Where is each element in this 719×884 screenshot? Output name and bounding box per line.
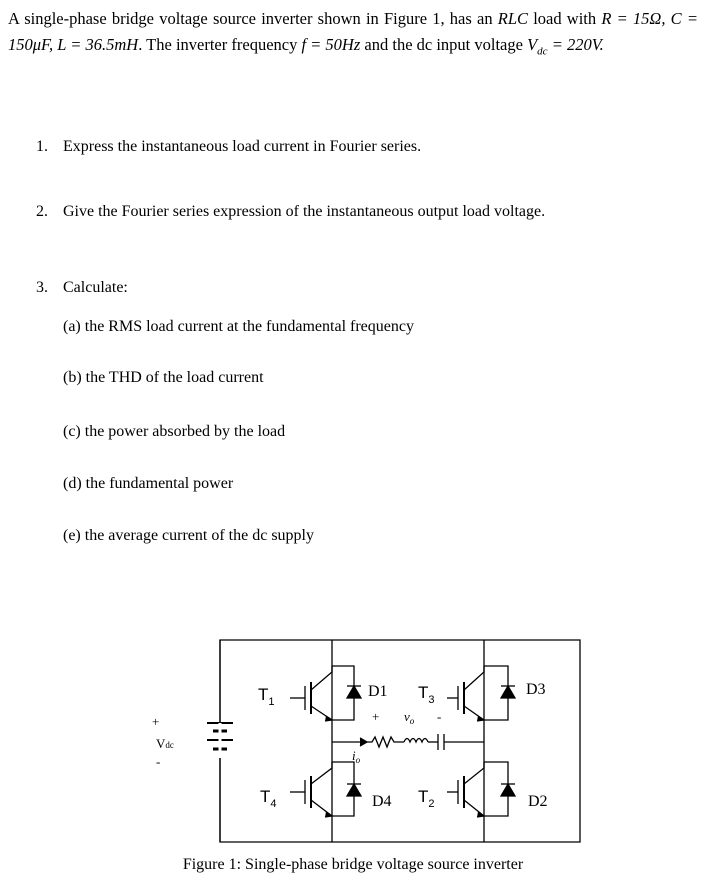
inverter-circuit-diagram (0, 620, 719, 850)
intro-text-1: A single-phase bridge voltage source inverter shown in Figure 1, has an (8, 9, 498, 28)
label-io: $i_o$ (352, 748, 361, 765)
r-equation: R = (601, 9, 628, 28)
transistor-t4-icon (290, 762, 361, 817)
question-text: Give the Fourier series expression of the instantaneous output load voltage. (63, 203, 546, 220)
problem-statement (8, 6, 698, 64)
subquestion-d: (d) the fundamental power (63, 475, 234, 492)
label-vdc-plus: + (152, 714, 160, 729)
label-t4: $T_4$ (260, 787, 277, 810)
transistor-t3-icon (447, 666, 515, 721)
vdc-subscript: dc (537, 45, 548, 58)
intro-text-2c: and the dc input voltage (360, 35, 523, 54)
label-d2: D2 (528, 793, 548, 810)
figure-caption: Figure 1: Single-phase bridge voltage source inverter (182, 856, 524, 873)
question-number: 3. (36, 279, 48, 296)
transistor-t2-icon (447, 762, 515, 817)
frequency-value: f = 50Hz (301, 35, 361, 54)
vdc-value: = 220V. (547, 35, 604, 54)
label-d1: D1 (368, 683, 388, 700)
label-load-plus: + (372, 709, 380, 724)
subquestion-b: (b) the THD of the load current (63, 369, 264, 386)
question-number: 1. (36, 138, 48, 155)
subquestion-c: (c) the power absorbed by the load (63, 423, 286, 440)
label-load-minus: - (437, 709, 442, 724)
intro-text-1b: load with (528, 9, 602, 28)
label-vo: $v_o$ (404, 709, 415, 726)
rlc-term: RLC (497, 9, 529, 28)
label-vdc-minus: - (156, 754, 161, 769)
label-vdc: Vdc (156, 736, 174, 751)
label-t3: $T_3$ (418, 683, 435, 706)
question-number: 2. (36, 203, 48, 220)
intro-text-2b: . The inverter frequency (138, 35, 302, 54)
label-d3: D3 (526, 681, 546, 698)
subquestion-a: (a) the RMS load current at the fundamental frequency (63, 318, 414, 335)
label-t2: $T_2$ (418, 787, 435, 810)
transistor-t1-icon (290, 666, 361, 721)
question-text: Calculate: (63, 279, 128, 296)
subquestion-e: (e) the average current of the dc supply (63, 527, 314, 544)
label-d4: D4 (372, 793, 392, 810)
r-value: 15Ω, (632, 9, 671, 28)
label-t1: $T_1$ (258, 685, 275, 708)
question-text: Express the instantaneous load current in Fourier series. (63, 138, 422, 155)
outer-bus-wires (220, 640, 580, 842)
vdc-symbol: V (527, 35, 538, 54)
dc-source-battery (207, 640, 233, 842)
c-l-values: C = 150μF, L = 36.5mH (8, 9, 698, 54)
